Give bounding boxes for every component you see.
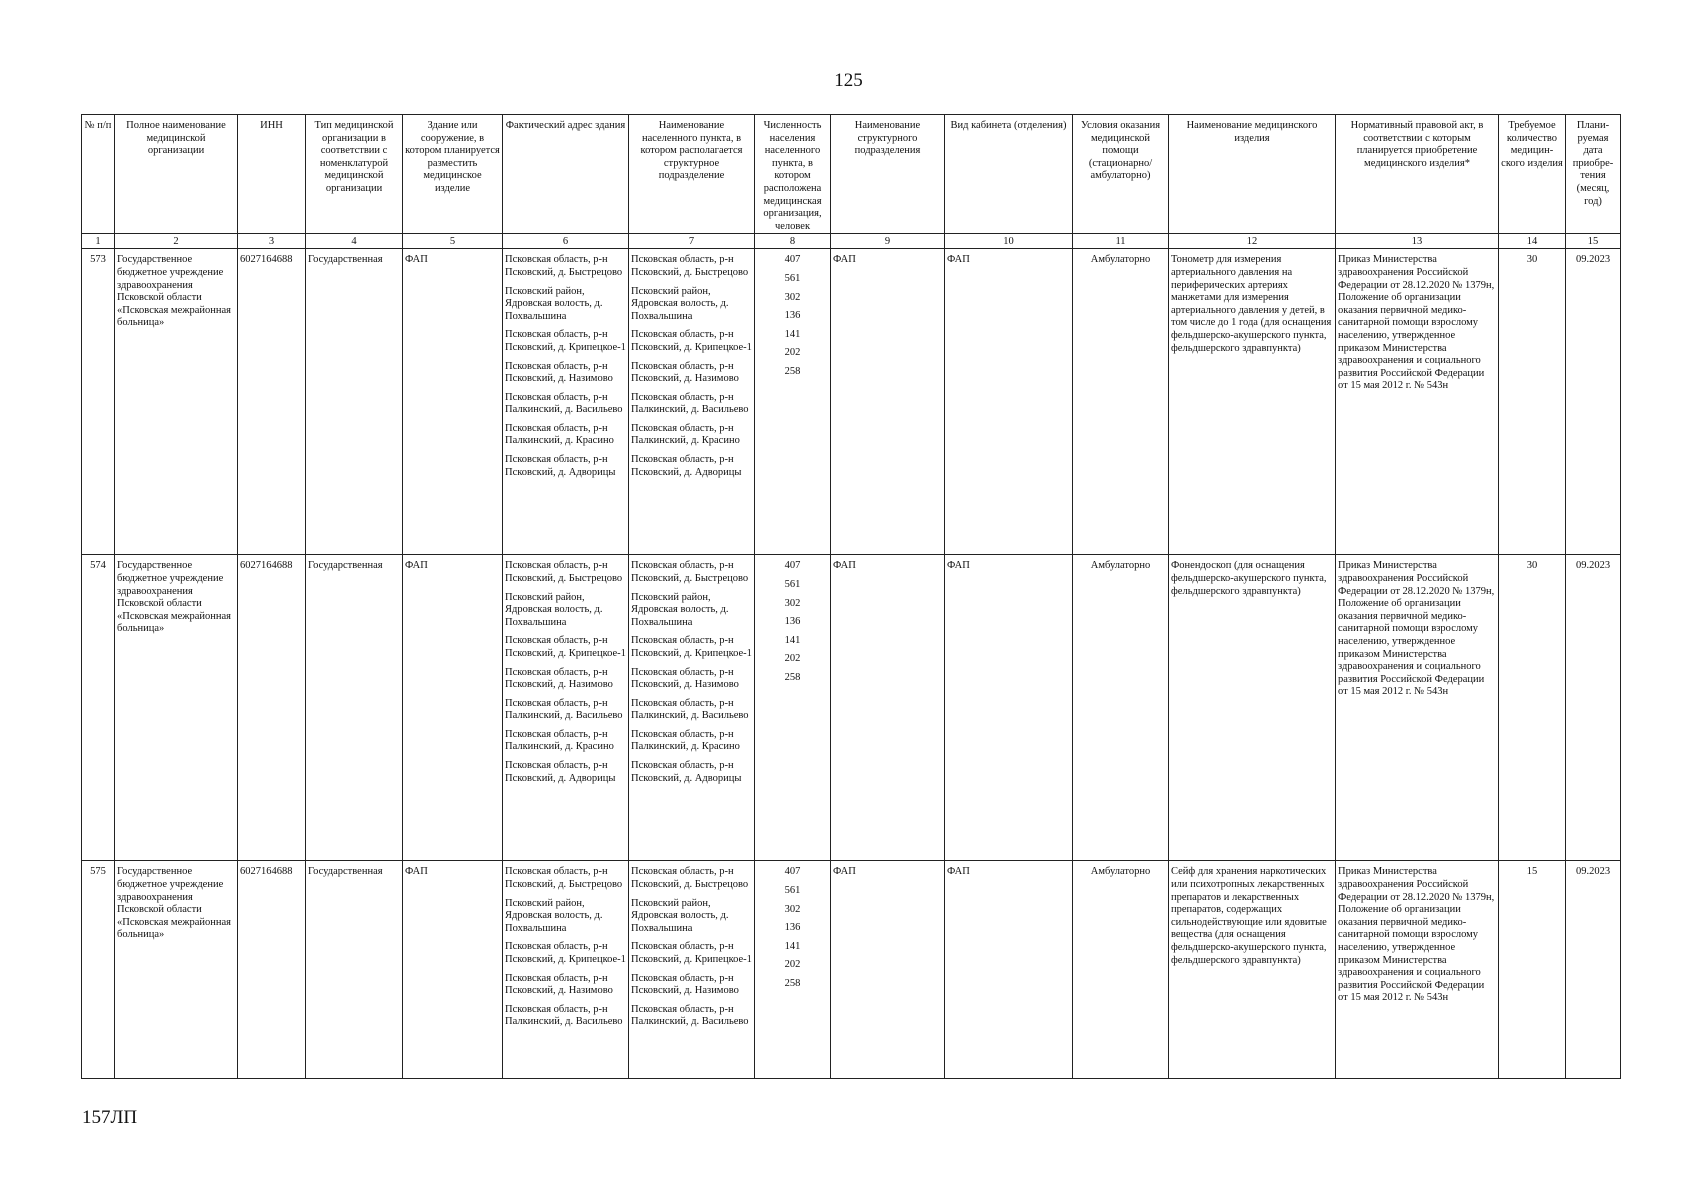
- device-name: Тонометр для измерения артериального давления на периферических артериях манжетами для измерения артериального давления у детей, в том числе до 1 года (для оснащения фельдшерско-акушерского пункта, фельдшерского здравпункта): [1169, 249, 1336, 555]
- address-item: Псковская область, р-н Псковский, д. Адворицы: [505, 454, 616, 478]
- settlement-item: Псковский район, Ядровская волость, д. Похвальшина: [631, 897, 729, 934]
- settlement-item: Псковская область, р-н Палкинский, д. Красино: [631, 728, 740, 753]
- settlement-item: Псковская область, р-н Псковский, д. Адворицы: [631, 760, 742, 784]
- population-value: 302: [784, 903, 801, 915]
- cabinet-cell: ФАП: [945, 555, 1073, 861]
- column-number: 1: [82, 234, 115, 249]
- device-name: Фонендоскоп (для оснащения фельдшерско-акушерского пункта, фельдшерского здравпункта): [1169, 555, 1336, 861]
- address-list: [503, 555, 629, 861]
- population-value: 302: [784, 291, 801, 303]
- page-number: 125: [834, 70, 863, 91]
- population-value: 407: [784, 254, 801, 266]
- address-item: Псковская область, р-н Псковский, д. Назимово: [505, 360, 613, 385]
- table-row: [82, 555, 1621, 861]
- population-value: 302: [784, 597, 801, 609]
- address-item: Псковская область, р-н Псковский, д. Крипецкое-1: [505, 941, 626, 965]
- org-type: Государственная: [306, 249, 403, 555]
- population-list: [755, 249, 831, 555]
- settlement-item: Псковская область, р-н Псковский, д. Адворицы: [631, 454, 742, 478]
- organization-name: Государственное бюджетное учреждение здравоохранения Псковской области «Псковская межрайонная больница»: [115, 249, 238, 555]
- column-number: 9: [831, 234, 945, 249]
- row-number: 573: [82, 249, 115, 555]
- subdivision-cell: ФАП: [831, 861, 945, 1079]
- date-cell: 09.2023: [1566, 555, 1621, 861]
- address-list: [503, 861, 629, 1079]
- settlement-item: Псковская область, р-н Палкинский, д. Васильево: [631, 1003, 749, 1028]
- settlement-item: Псковский район, Ядровская волость, д. Похвальшина: [631, 285, 729, 322]
- population-value: 561: [784, 272, 801, 284]
- address-item: Псковская область, р-н Псковский, д. Назимово: [505, 666, 613, 691]
- medical-equipment-table: [81, 114, 1621, 1079]
- settlement-item: Псковская область, р-н Псковский, д. Крипецкое-1: [631, 329, 752, 353]
- population-value: 258: [784, 671, 801, 683]
- address-item: Псковская область, р-н Палкинский, д. Красино: [505, 728, 614, 753]
- table-row: [82, 249, 1621, 555]
- legal-act: Приказ Министерства здравоохранения Российской Федерации от 28.12.2020 № 1379н, Положение об организации оказания первичной медико-санитарной помощи взрослому населению, утвержденное приказом Министерства здравоохранения и социального развития Российской Федерации от 15 мая 2012 г. № 543н: [1336, 555, 1499, 861]
- header-inn: ИНН: [238, 115, 306, 234]
- subdivision-cell: ФАП: [831, 249, 945, 555]
- cabinet-cell: ФАП: [945, 861, 1073, 1079]
- population-value: 141: [784, 940, 801, 952]
- column-number: 15: [1566, 234, 1621, 249]
- population-value: 136: [784, 616, 801, 628]
- conditions-cell: Амбулаторно: [1073, 861, 1169, 1079]
- cabinet-cell: ФАП: [945, 249, 1073, 555]
- date-cell: 09.2023: [1566, 249, 1621, 555]
- population-value: 561: [784, 884, 801, 896]
- settlement-item: Псковская область, р-н Палкинский, д. Васильево: [631, 391, 749, 416]
- legal-act: Приказ Министерства здравоохранения Российской Федерации от 28.12.2020 № 1379н, Положение об организации оказания первичной медико-санитарной помощи взрослому населению, утвержденное приказом Министерства здравоохранения и социального развития Российской Федерации от 15 мая 2012 г. № 543н: [1336, 861, 1499, 1079]
- address-item: Псковский район, Ядровская волость, д. Похвальшина: [505, 897, 603, 934]
- header-act: Нормативный правовой акт, в соответствии с которым планируется приобретение медицинского изделия*: [1336, 115, 1499, 234]
- column-number: 12: [1169, 234, 1336, 249]
- address-item: Псковская область, р-н Псковский, д. Крипецкое-1: [505, 635, 626, 659]
- address-item: Псковский район, Ядровская волость, д. Похвальшина: [505, 591, 603, 628]
- row-number: 574: [82, 555, 115, 861]
- address-item: Псковская область, р-н Палкинский, д. Васильево: [505, 697, 623, 722]
- population-value: 136: [784, 310, 801, 322]
- settlement-item: Псковская область, р-н Псковский, д. Быстрецово: [631, 560, 749, 584]
- header-date: Плани-руемая дата приобре-тения (месяц, год): [1566, 115, 1621, 234]
- settlement-list: [629, 249, 755, 555]
- settlement-item: Псковская область, р-н Псковский, д. Назимово: [631, 972, 739, 997]
- conditions-cell: Амбулаторно: [1073, 249, 1169, 555]
- building-cell: ФАП: [403, 555, 503, 861]
- legal-act: Приказ Министерства здравоохранения Российской Федерации от 28.12.2020 № 1379н, Положение об организации оказания первичной медико-санитарной помощи взрослому населению, утвержденное приказом Министерства здравоохранения и социального развития Российской Федерации от 15 мая 2012 г. № 543н: [1336, 249, 1499, 555]
- header-conditions: Условия оказания медицинской помощи (стационарно/ амбулаторно): [1073, 115, 1169, 234]
- settlement-item: Псковская область, р-н Псковский, д. Быстрецово: [631, 866, 749, 890]
- inn-cell: 6027164688: [238, 861, 306, 1079]
- column-number: 2: [115, 234, 238, 249]
- settlement-item: Псковская область, р-н Палкинский, д. Васильево: [631, 697, 749, 722]
- column-number: 10: [945, 234, 1073, 249]
- quantity-cell: 30: [1499, 249, 1566, 555]
- settlement-item: Псковский район, Ядровская волость, д. Похвальшина: [631, 591, 729, 628]
- inn-cell: 6027164688: [238, 555, 306, 861]
- address-list: [503, 249, 629, 555]
- population-value: 136: [784, 922, 801, 934]
- header-row: [82, 115, 1621, 234]
- table-row: [82, 861, 1621, 1079]
- address-item: Псковская область, р-н Псковский, д. Назимово: [505, 972, 613, 997]
- header-settlement: Наименование населенного пункта, в котором располагается структурное подразделение: [629, 115, 755, 234]
- column-number: 11: [1073, 234, 1169, 249]
- settlement-item: Псковская область, р-н Палкинский, д. Красино: [631, 422, 740, 447]
- date-cell: 09.2023: [1566, 861, 1621, 1079]
- column-number: 5: [403, 234, 503, 249]
- settlement-item: Псковская область, р-н Псковский, д. Назимово: [631, 666, 739, 691]
- address-item: Псковская область, р-н Псковский, д. Быстрецово: [505, 560, 623, 584]
- conditions-cell: Амбулаторно: [1073, 555, 1169, 861]
- column-number: 3: [238, 234, 306, 249]
- building-cell: ФАП: [403, 249, 503, 555]
- population-list: [755, 555, 831, 861]
- org-type: Государственная: [306, 555, 403, 861]
- address-item: Псковский район, Ядровская волость, д. Похвальшина: [505, 285, 603, 322]
- population-value: 141: [784, 328, 801, 340]
- inn-cell: 6027164688: [238, 249, 306, 555]
- address-item: Псковская область, р-н Псковский, д. Крипецкое-1: [505, 329, 626, 353]
- settlement-list: [629, 861, 755, 1079]
- column-number: 14: [1499, 234, 1566, 249]
- header-num: № п/п: [82, 115, 115, 234]
- device-name: Сейф для хранения наркотических или психотропных лекарственных препаратов и лекарственных препаратов, содержащих сильнодействующие или ядовитые вещества (для оснащения фельдшерско-акушерского пункта, фельдшерского здравпункта): [1169, 861, 1336, 1079]
- population-value: 202: [784, 347, 801, 359]
- quantity-cell: 15: [1499, 861, 1566, 1079]
- header-subdivision: Наименование структурного подразделения: [831, 115, 945, 234]
- header-building: Здание или сооружение, в котором планируется разместить медицинское изделие: [403, 115, 503, 234]
- address-item: Псковская область, р-н Палкинский, д. Васильево: [505, 1003, 623, 1028]
- organization-name: Государственное бюджетное учреждение здравоохранения Псковской области «Псковская межрайонная больница»: [115, 861, 238, 1079]
- building-cell: ФАП: [403, 861, 503, 1079]
- column-number: 8: [755, 234, 831, 249]
- org-type: Государственная: [306, 861, 403, 1079]
- row-number: 575: [82, 861, 115, 1079]
- column-number: 13: [1336, 234, 1499, 249]
- address-item: Псковская область, р-н Псковский, д. Быстрецово: [505, 866, 623, 890]
- population-value: 202: [784, 959, 801, 971]
- address-item: Псковская область, р-н Псковский, д. Быстрецово: [505, 254, 623, 278]
- quantity-cell: 30: [1499, 555, 1566, 861]
- header-cabinet: Вид кабинета (отделения): [945, 115, 1073, 234]
- column-number: 4: [306, 234, 403, 249]
- header-org: Полное наименование медицинской организации: [115, 115, 238, 234]
- column-number: 7: [629, 234, 755, 249]
- settlement-item: Псковская область, р-н Псковский, д. Крипецкое-1: [631, 635, 752, 659]
- subdivision-cell: ФАП: [831, 555, 945, 861]
- address-item: Псковская область, р-н Палкинский, д. Красино: [505, 422, 614, 447]
- address-item: Псковская область, р-н Псковский, д. Адворицы: [505, 760, 616, 784]
- population-value: 561: [784, 578, 801, 590]
- header-population: Численность населения населенного пункта, в котором расположена медицинская организация, человек: [755, 115, 831, 234]
- population-list: [755, 861, 831, 1079]
- population-value: 202: [784, 653, 801, 665]
- header-address: Фактический адрес здания: [503, 115, 629, 234]
- column-number: 6: [503, 234, 629, 249]
- population-value: 141: [784, 634, 801, 646]
- settlement-item: Псковская область, р-н Псковский, д. Быстрецово: [631, 254, 749, 278]
- population-value: 258: [784, 977, 801, 989]
- column-number-row: [82, 234, 1621, 249]
- settlement-item: Псковская область, р-н Псковский, д. Назимово: [631, 360, 739, 385]
- address-item: Псковская область, р-н Палкинский, д. Васильево: [505, 391, 623, 416]
- population-value: 258: [784, 365, 801, 377]
- settlement-list: [629, 555, 755, 861]
- header-type: Тип медицинской организации в соответствии с номенклатурой медицинской организации: [306, 115, 403, 234]
- header-quantity: Требуемое количество медицин-ского изделия: [1499, 115, 1566, 234]
- population-value: 407: [784, 866, 801, 878]
- organization-name: Государственное бюджетное учреждение здравоохранения Псковской области «Псковская межрайонная больница»: [115, 555, 238, 861]
- population-value: 407: [784, 560, 801, 572]
- document-code: 157ЛП: [82, 1107, 138, 1128]
- header-device: Наименование медицинского изделия: [1169, 115, 1336, 234]
- settlement-item: Псковская область, р-н Псковский, д. Крипецкое-1: [631, 941, 752, 965]
